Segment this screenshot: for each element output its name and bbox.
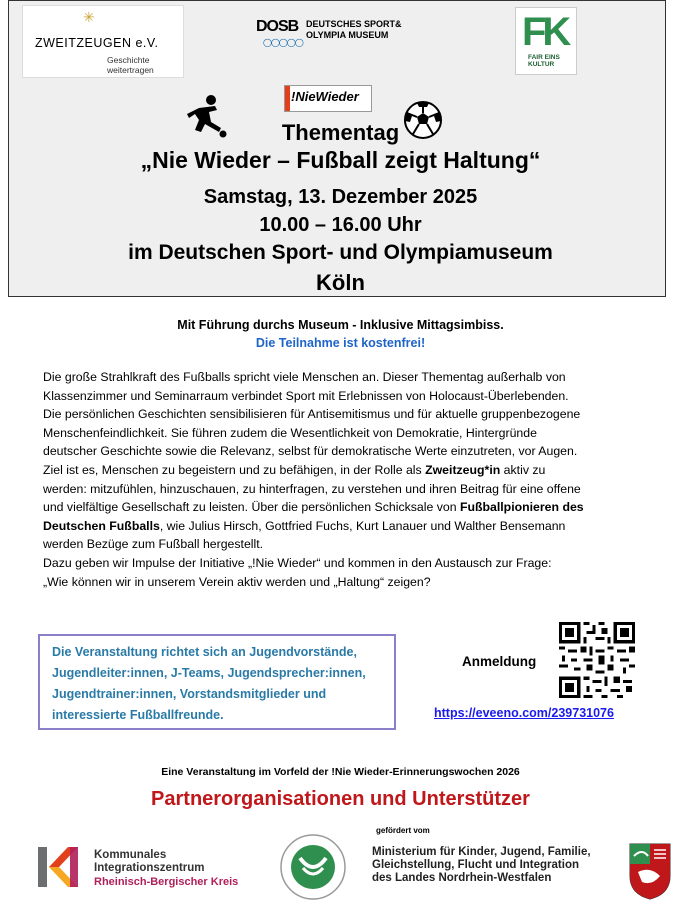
zweitzeugen-logo: [22, 5, 184, 78]
funded-by-label: gefördert vom: [376, 826, 430, 835]
body-line: Dazu geben wir Impulse der Initiative „!Nie Wieder“ und kommen in den Austausch zur Frage:: [43, 555, 552, 570]
ki-line-2: Integrationszentrum: [94, 862, 205, 874]
event-title-line-1: Thementag: [281, 120, 400, 145]
target-line: interessierte Fußballfreunde.: [52, 708, 224, 722]
signup-label: Anmeldung: [462, 654, 537, 669]
event-city: Köln: [316, 270, 365, 295]
signup-link[interactable]: https://eveeno.com/239731076: [434, 706, 614, 720]
ki-region: Rheinisch-Bergischer Kreis: [94, 876, 239, 888]
partners-title: Partnerorganisationen und Unterstützer: [151, 788, 530, 810]
event-title-line-2: „Nie Wieder – Fußball zeigt Haltung“: [140, 147, 541, 173]
dosb-line-1: DEUTSCHES SPORT&: [306, 19, 402, 29]
body-bold: Fußballpionieren des: [459, 500, 584, 515]
event-date: Samstag, 13. Dezember 2025: [203, 186, 478, 208]
ministry-line: des Landes Nordrhein-Westfalen: [372, 872, 552, 884]
body-span: , wie Julius Hirsch, Gottfried Fuchs, Kurt Lanauer und Walther Bensemann: [159, 518, 566, 533]
ministry-line: Gleichstellung, Flucht und Integration: [372, 859, 579, 871]
fair-eins-kultur-logo: [515, 7, 577, 75]
zweitzeugen-tagline-1: Geschichte: [107, 55, 150, 65]
body-line: „Wie können wir in unserem Verein aktiv werden und „Haltung“ zeigen?: [43, 574, 431, 589]
event-venue: im Deutschen Sport- und Olympiamuseum: [128, 241, 553, 264]
fussballverband-mittelrhein-crest: [276, 832, 350, 902]
body-line: Klassenzimmer und Seminarraum verbindet Sport mit Erlebnissen von Holocaust-Überlebenden.: [43, 388, 569, 403]
body-line: Die große Strahlkraft des Fußballs spricht viele Menschen an. Dieser Thementag außerhalb von: [43, 370, 566, 384]
olympic-rings-icon: ◯◯◯◯◯: [263, 38, 303, 47]
fk-line-2: KULTUR: [528, 61, 555, 68]
dosb-mark: DOSB: [256, 18, 299, 35]
body-line: [43, 517, 658, 536]
nrw-coat-of-arms-icon: [628, 842, 672, 900]
tour-note: Mit Führung durchs Museum - Inklusive Mittagsimbiss.: [177, 318, 504, 332]
body-bold: Zweitzeug*in: [425, 462, 501, 477]
dosb-museum-logo: [256, 16, 416, 58]
body-span: aktiv zu: [500, 462, 546, 477]
target-line: Die Veranstaltung richtet sich an Jugendvorstände,: [52, 645, 357, 659]
qr-code-icon[interactable]: [559, 622, 635, 698]
ki-logo-icon: [38, 847, 78, 887]
ministry-line: Ministerium für Kinder, Jugend, Familie,: [372, 846, 591, 858]
ki-rbk-logo: [38, 847, 263, 891]
body-span: und vielfältige Gesellschaft zu leisten. Über die persönlichen Schicksale von: [43, 500, 460, 515]
fk-letters: FK: [522, 10, 568, 54]
description-text: [43, 368, 658, 591]
body-line: Die persönlichen Geschichten sensibilisieren für Antisemitismus und für aktuelle gruppenbezogene: [43, 407, 581, 422]
niewieder-label: !NieWieder: [291, 89, 359, 104]
body-bold: Deutschen Fußballs: [43, 518, 160, 533]
star-icon: ✳: [83, 9, 95, 25]
ki-name: [94, 849, 205, 875]
body-line: [43, 498, 658, 517]
event-time: 10.00 – 16.00 Uhr: [259, 214, 422, 236]
zweitzeugen-tagline: [107, 55, 154, 75]
zweitzeugen-tagline-2: weitertragen: [107, 65, 154, 75]
target-line: Jugendtrainer:innen, Vorstandsmitglieder und: [52, 687, 327, 701]
target-audience-box: [38, 634, 396, 730]
dosb-text: [306, 19, 402, 41]
fk-text: [528, 54, 560, 68]
prefix-note: Eine Veranstaltung im Vorfeld der !Nie Wieder-Erinnerungswochen 2026: [161, 766, 520, 778]
ministry-name: [372, 846, 591, 885]
niewieder-bar: [285, 86, 290, 111]
body-line: [43, 461, 658, 480]
fk-line-1: FAIR EINS: [528, 54, 560, 61]
ki-line-1: Kommunales: [94, 849, 167, 861]
niewieder-logo: [284, 85, 372, 112]
zweitzeugen-name: ZWEITZEUGEN e.V.: [35, 36, 159, 50]
free-participation-note: Die Teilnahme ist kostenfrei!: [255, 336, 426, 350]
body-line: werden Bezüge zum Fußball hergestellt.: [43, 537, 264, 552]
body-span: Ziel ist es, Menschen zu begeistern und zu befähigen, in der Rolle als: [43, 462, 426, 477]
body-line: deutscher Geschichte sowie die Relevanz, selbst für demokratische Werte einzutreten, vor Augen.: [43, 444, 578, 459]
body-line: werden: mitzufühlen, hinzuschauen, zu hinterfragen, zu verstehen und ihren Beitrag für eine offene: [43, 481, 581, 496]
target-line: Jugendleiter:innen, J-Teams, Jugendsprecher:innen,: [52, 666, 366, 680]
dosb-line-2: OLYMPIA MUSEUM: [306, 30, 389, 40]
body-line: Menschenfeindlichkeit. Sie führen zudem die Wesentlichkeit von Demokratie, Hintergründe: [43, 425, 537, 440]
